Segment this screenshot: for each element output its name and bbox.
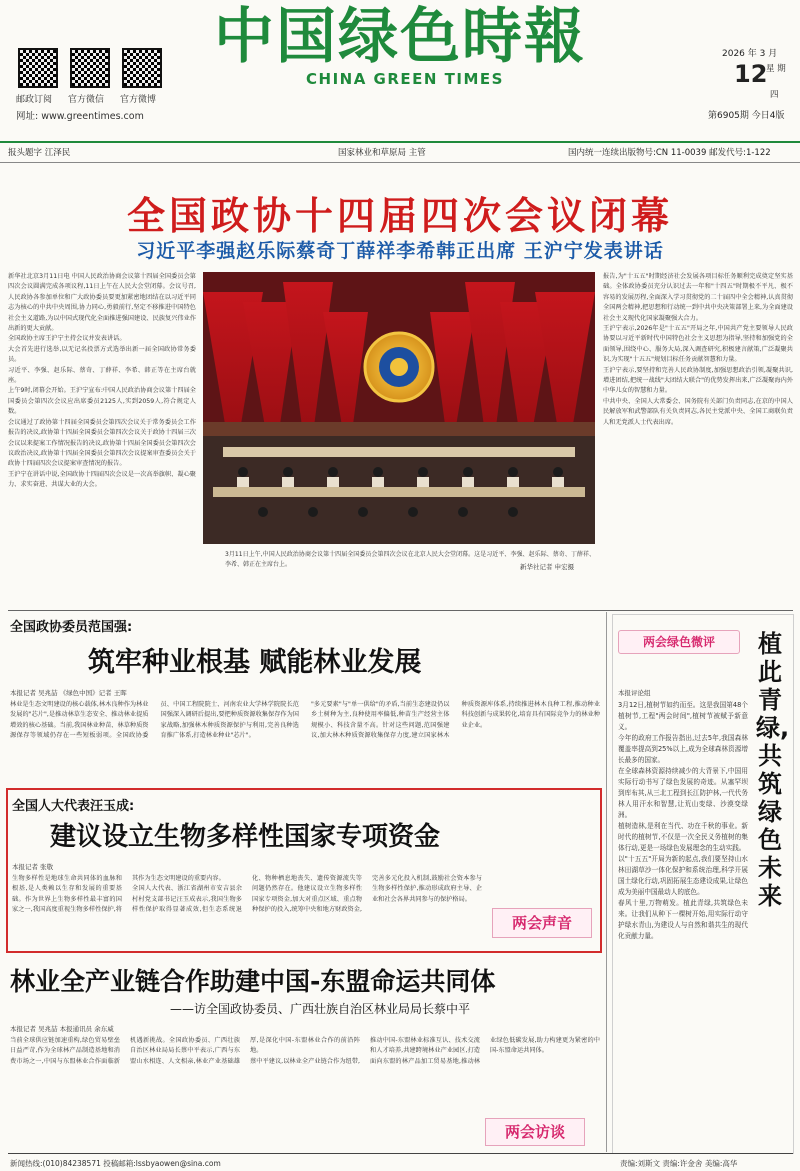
date-year-month: 2026 年 3 月 xyxy=(722,49,778,59)
newspaper-title: 中国绿色時報 xyxy=(214,2,586,72)
info-calligraphy: 报头题字 江泽民 xyxy=(8,148,71,158)
date-weekday: 四 xyxy=(770,90,779,100)
sidebar-headline-text: 植此青绿,共筑绿色未来 xyxy=(756,630,790,910)
footer-contacts: 新闻热线:(010)84238571 投稿邮箱:lssbyaowen@sina.com xyxy=(10,1159,221,1168)
info-supervisor: 国家林业和草原局 主管 xyxy=(338,148,426,158)
sidebar-headline[interactable] xyxy=(752,630,788,910)
story4-subhead: ——访全国政协委员、广西壮族自治区林业局局长蔡中平 xyxy=(170,1002,471,1016)
lead-headline[interactable]: 全国政协十四届四次会议闭幕 xyxy=(126,194,673,238)
info-serial-number: 国内统一连续出版物号:CN 11-0039 邮发代号:1-122 xyxy=(568,148,771,158)
story2-byline: 本报记者 吴兆喆 《绿色中国》记者 王晖 xyxy=(10,689,127,697)
divider-sidebar xyxy=(606,612,607,1152)
sidebar-body: 3月12日,植树节如约而至。这是我国第48个植树节,工程"两会时间",植树节被赋予新意义。 今年的政府工作报告指出,过去5年,我国森林覆盖率提高到25%以上,成为全球森林资源增长最多的国家。 在全球森林资源持续减少的大背景下,中国用实际行动书写了绿色发展的奇迹。从塞罕坝到库布其,从三北工程到长江防护林,一代代务林人用汗水和智慧,让荒山变绿、沙漠变绿洲。 植树造林,是利在当代、功在千秋的事业。新时代的植树节,不仅是一次全民义务植树的集体行动,更是一场绿色发展理念的生动实践。 以"十五五"开局为新的起点,我们要坚持山水林田湖草沙一体化保护和系统治理,科学开展国土绿化行动,巩固拓展生态建设成果,让绿色成为美丽中国最动人的底色。 春风十里,万物萌发。植此青绿,共筑绿色未来。让我们从种下一棵树开始,用实际行动守护绿水青山,为建设人与自然和谐共生的现代化贡献力量。 xyxy=(618,701,748,940)
lead-column-right: 报告,为"十五五"时期经济社会发展各项目标任务顺利完成奠定坚实基础。全体政协委员充分认识过去一年和"十四五"时期极不平凡、极不容易的发展历程,全面深入学习贯彻党的二十届四中全会精神,认真贯彻全国两会精神,把思想和行动统一到中共中央决策部署上来,为全面建设社会主义现代化国家凝聚强大合力。 王沪宁表示,2026年是"十五五"开局之年,中国共产党主要领导人民政协要以习近平新时代中国特色社会主义思想为指导,坚持和加强党的全面领导,围绕中心、服务大局,深入调查研究,积极建言献策,广泛凝聚共识,为实现"十五五"规划目标任务贡献智慧和力量。 王沪宁表示,要坚持和完善人民政协制度,加强思想政治引领,凝聚共识,增进团结,把统一战线"大团结大联合"的优势发挥出来,广泛凝聚海内外中华儿女的智慧和力量。 中共中央、全国人大常委会、国务院有关部门负责同志,在京的中国人民解放军和武警部队有关负责同志,各民主党派中央、全国工商联负责人和无党派人士代表出席。 xyxy=(603,273,793,426)
divider-lead xyxy=(8,610,793,611)
sidebar-badge: 两会绿色微评 xyxy=(618,630,740,654)
story3-body: 生物多样性是地球生命共同体的血脉和根基,是人类赖以生存和发展的重要基础。作为世界上生物多样性最丰富的国家之一,我国高度重视生物多样性保护,将其作为生态文明建设的重要内容。 全国人大代表、浙江省湖州市安吉县余村村党支部书记汪玉成表示,我国生物多样性保护取得显著成效,但生态系统退化、物种栖息地丧失、遗传资源流失等问题仍然存在。他建议设立生物多样性国家专项资金,加大对重点区域、重点物种保护的投入,统筹中央和地方财政资金,完善多元化投入机制,鼓励社会资本参与生物多样性保护,推动形成政府主导、企业和社会各界共同参与的保护格局。 xyxy=(12,875,482,914)
date-day: 12 xyxy=(734,60,768,88)
story4-byline: 本报记者 吴兆喆 本报通讯员 余东威 xyxy=(10,1025,114,1033)
story3-badge: 两会声音 xyxy=(492,908,592,938)
footer-rule xyxy=(8,1153,793,1154)
story2-headline[interactable]: 筑牢种业根基 赋能林业发展 xyxy=(88,647,422,678)
story2-kicker: 全国政协委员范国强: xyxy=(10,620,133,635)
photo-caption: 3月11日上午,中国人民政治协商会议第十四届全国委员会第四次会议在北京人民大会堂闭幕。这是习近平、李强、赵乐际、蔡奇、丁薛祥、李希、韩正在主席台上。 xyxy=(225,551,595,568)
website[interactable]: 网址: www.greentimes.com xyxy=(16,111,144,122)
conference-hall-illustration xyxy=(203,272,595,544)
qr-label-wechat: 官方微信 xyxy=(68,95,105,105)
story3-byline: 本报记者 张敬 xyxy=(12,863,54,871)
qr-label-subscription: 邮政订阅 xyxy=(16,95,53,105)
story4-headline[interactable]: 林业全产业链合作助建中国-东盟命运共同体 xyxy=(10,967,496,996)
info-bar xyxy=(8,146,793,160)
story4-badge: 两会访谈 xyxy=(485,1118,585,1146)
lead-photo[interactable] xyxy=(203,272,595,544)
masthead-rule xyxy=(0,141,800,143)
qr-code-subscription[interactable] xyxy=(18,48,58,88)
date-weekday-label: 星 期 xyxy=(766,64,786,74)
footer-editors: 责编:刘斯文 责编:许金舍 美编:高华 xyxy=(620,1159,738,1168)
qr-label-weibo: 官方微博 xyxy=(120,95,157,105)
story3-headline[interactable]: 建议设立生物多样性国家专项资金 xyxy=(50,822,441,852)
newspaper-title-en: CHINA GREEN TIMES xyxy=(306,70,504,88)
qr-code-wechat[interactable] xyxy=(70,48,110,88)
lead-column-left: 新华社北京3月11日电 中国人民政治协商会议第十四届全国委员会第四次会议圆满完成各项议程,11日上午在人民大会堂闭幕。会议号召,人民政协各参加单位和广大政协委员要更加紧密地团结在以习近平同志为核心的中共中央周围,协力同心,勇毅前行,坚定不移推进中国特色社会主义道路,为以中国式现代化全面推进强国建设、民族复兴伟业作出新的更大贡献。 全国政协主席王沪宁主持会议并发表讲话。 大会首先进行选举,以无记名投票方式选举出新一届全国政协常务委员。 习近平、李强、赵乐际、蔡奇、丁薛祥、李希、韩正等在主席台就座。 上午9时,闭幕会开始。王沪宁宣布:中国人民政治协商会议第十四届全国委员会第四次会议应出席委员2125人,实到2059人,符合规定人数。 会议通过了政协第十四届全国委员会第四次会议关于常务委员会工作报告的决议,政协第十四届全国委员会第四次会议关于政协十四届三次会议以来提案工作情况报告的决议,政协第十四届全国委员会第四次会议政治决议,政协第十四届全国委员会第四次会议提案审查委员会关于政协十四届四次会议提案审查情况的报告。 王沪宁在讲话中说,全国政协十四届四次会议是一次高举旗帜、凝心聚力、求实奋进、共谋大业的大会。 xyxy=(8,273,196,489)
story4-body: 当前全球供应链加速重构,绿色贸易壁垒日益严苛,作为全球林产品制造基地和消费市场之一,中国与东盟林业合作面临新机遇新挑战。全国政协委员、广西壮族自治区林业局局长蔡中平表示,广西与东盟山水相连、人文相亲,林业产业基础雄厚,是深化中国-东盟林业合作的前沿阵地。 蔡中平建议,以林业全产业链合作为纽带,推动中国-东盟林业标准互认、技术交流和人才培养,共建跨境林业产业园区,打造面向东盟的林产品加工贸易基地,推动林业绿色低碳发展,助力构建更为紧密的中国-东盟命运共同体。 xyxy=(10,1037,600,1065)
sidebar-byline: 本报评论组 xyxy=(618,689,651,697)
qr-code-weibo[interactable] xyxy=(122,48,162,88)
story2-body: 林业是生态文明建设的核心载体,林木良种作为林业发展的"芯片",是推动林草生态安全、推动林业提质增效的核心基础。当前,我国林业种苗、林草种质资源保存等领域仍存在一些短板弱项。全国政协委员、中国工程院院士、河南农业大学林学院院长范国强深入调研后提出,要把种质资源收集保存作为国家战略,加强林木种质资源保护与利用,完善良种选育推广体系,打造林业种业"芯片"。 "多元要素"与"单一供给"的矛盾,当前生态建设仍以乡土树种为主,良种使用率偏低,种苗生产经营主体规模小、科技含量不高。针对这些问题,范国强建议,加大林木种质资源收集保存力度,建立国家林木种质资源库体系,持续推进林木良种工程,推动种业科技创新与成果转化,培育具有国际竞争力的林业种业企业。 xyxy=(10,701,600,740)
story3-kicker: 全国人大代表汪玉成: xyxy=(12,799,135,814)
photo-credit: 新华社记者 申宏摄 xyxy=(520,563,575,571)
info-rule xyxy=(0,162,800,163)
lead-subhead: 习近平李强赵乐际蔡奇丁薛祥李希韩正出席 王沪宁发表讲话 xyxy=(136,240,664,262)
issue-number: 第6905期 今日4版 xyxy=(708,111,785,121)
